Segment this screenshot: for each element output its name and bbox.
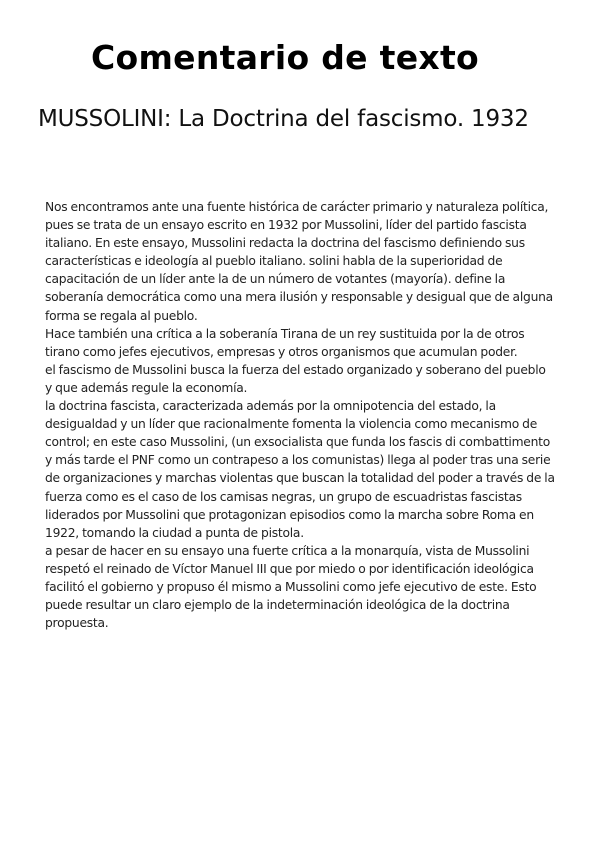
document-title: Comentario de texto	[90, 38, 480, 77]
document-body	[45, 198, 555, 632]
paragraph-state: el fascismo de Mussolini busca la fuerza del estado organizado y soberano del pueblo y que además regule la economía.	[45, 362, 546, 395]
paragraph-monarchy: a pesar de hacer en su ensayo una fuerte crítica a la monarquía, vista de Mussolini respetó el reinado de Víctor Manuel III que por miedo o por identificación ideológica facilitó el gobierno y propuso él mismo a Mussolini como jefe ejecutivo de este. Esto puede resultar un claro ejemplo de la indeterminación ideológica de la doctrina propuesta.	[45, 543, 537, 631]
paragraph-intro: Nos encontramos ante una fuente histórica de carácter primario y naturaleza política, pues se trata de un ensayo escrito en 1932 por Mussolini, líder del partido fascista italiano. En este ensayo, Mussolini redacta la doctrina del fascismo definiendo sus características e ideología al pueblo italiano. solini habla de la superioridad de capacitación de un líder ante la de un número de votantes (mayoría). define la soberanía democrática como una mera ilusión y responsable y desigual que de alguna forma se regala al pueblo.	[45, 200, 553, 323]
paragraph-doctrine: la doctrina fascista, caracterizada además por la omnipotencia del estado, la desigualdad y un líder que racionalmente fomenta la violencia como mecanismo de control; en este caso Mussolini, (un exsocialista que funda los fascis di combattimento y más tarde el PNF como un contrapeso a los comunistas) llega al poder tras una serie de organizaciones y marchas violentas que buscan la totalidad del poder a través de la fuerza como es el caso de los camisas negras, un grupo de escuadristas fascistas liderados por Mussolini que protagonizan episodios como la marcha sobre Roma en 1922, tomando la ciudad a punta de pistola.	[45, 399, 555, 540]
paragraph-critique: Hace también una crítica a la soberanía Tirana de un rey sustituida por la de otros tirano como jefes ejecutivos, empresas y otros organismos que acumulan poder.	[45, 326, 525, 359]
document-subtitle: MUSSOLINI: La Doctrina del fascismo. 1932	[38, 106, 529, 132]
